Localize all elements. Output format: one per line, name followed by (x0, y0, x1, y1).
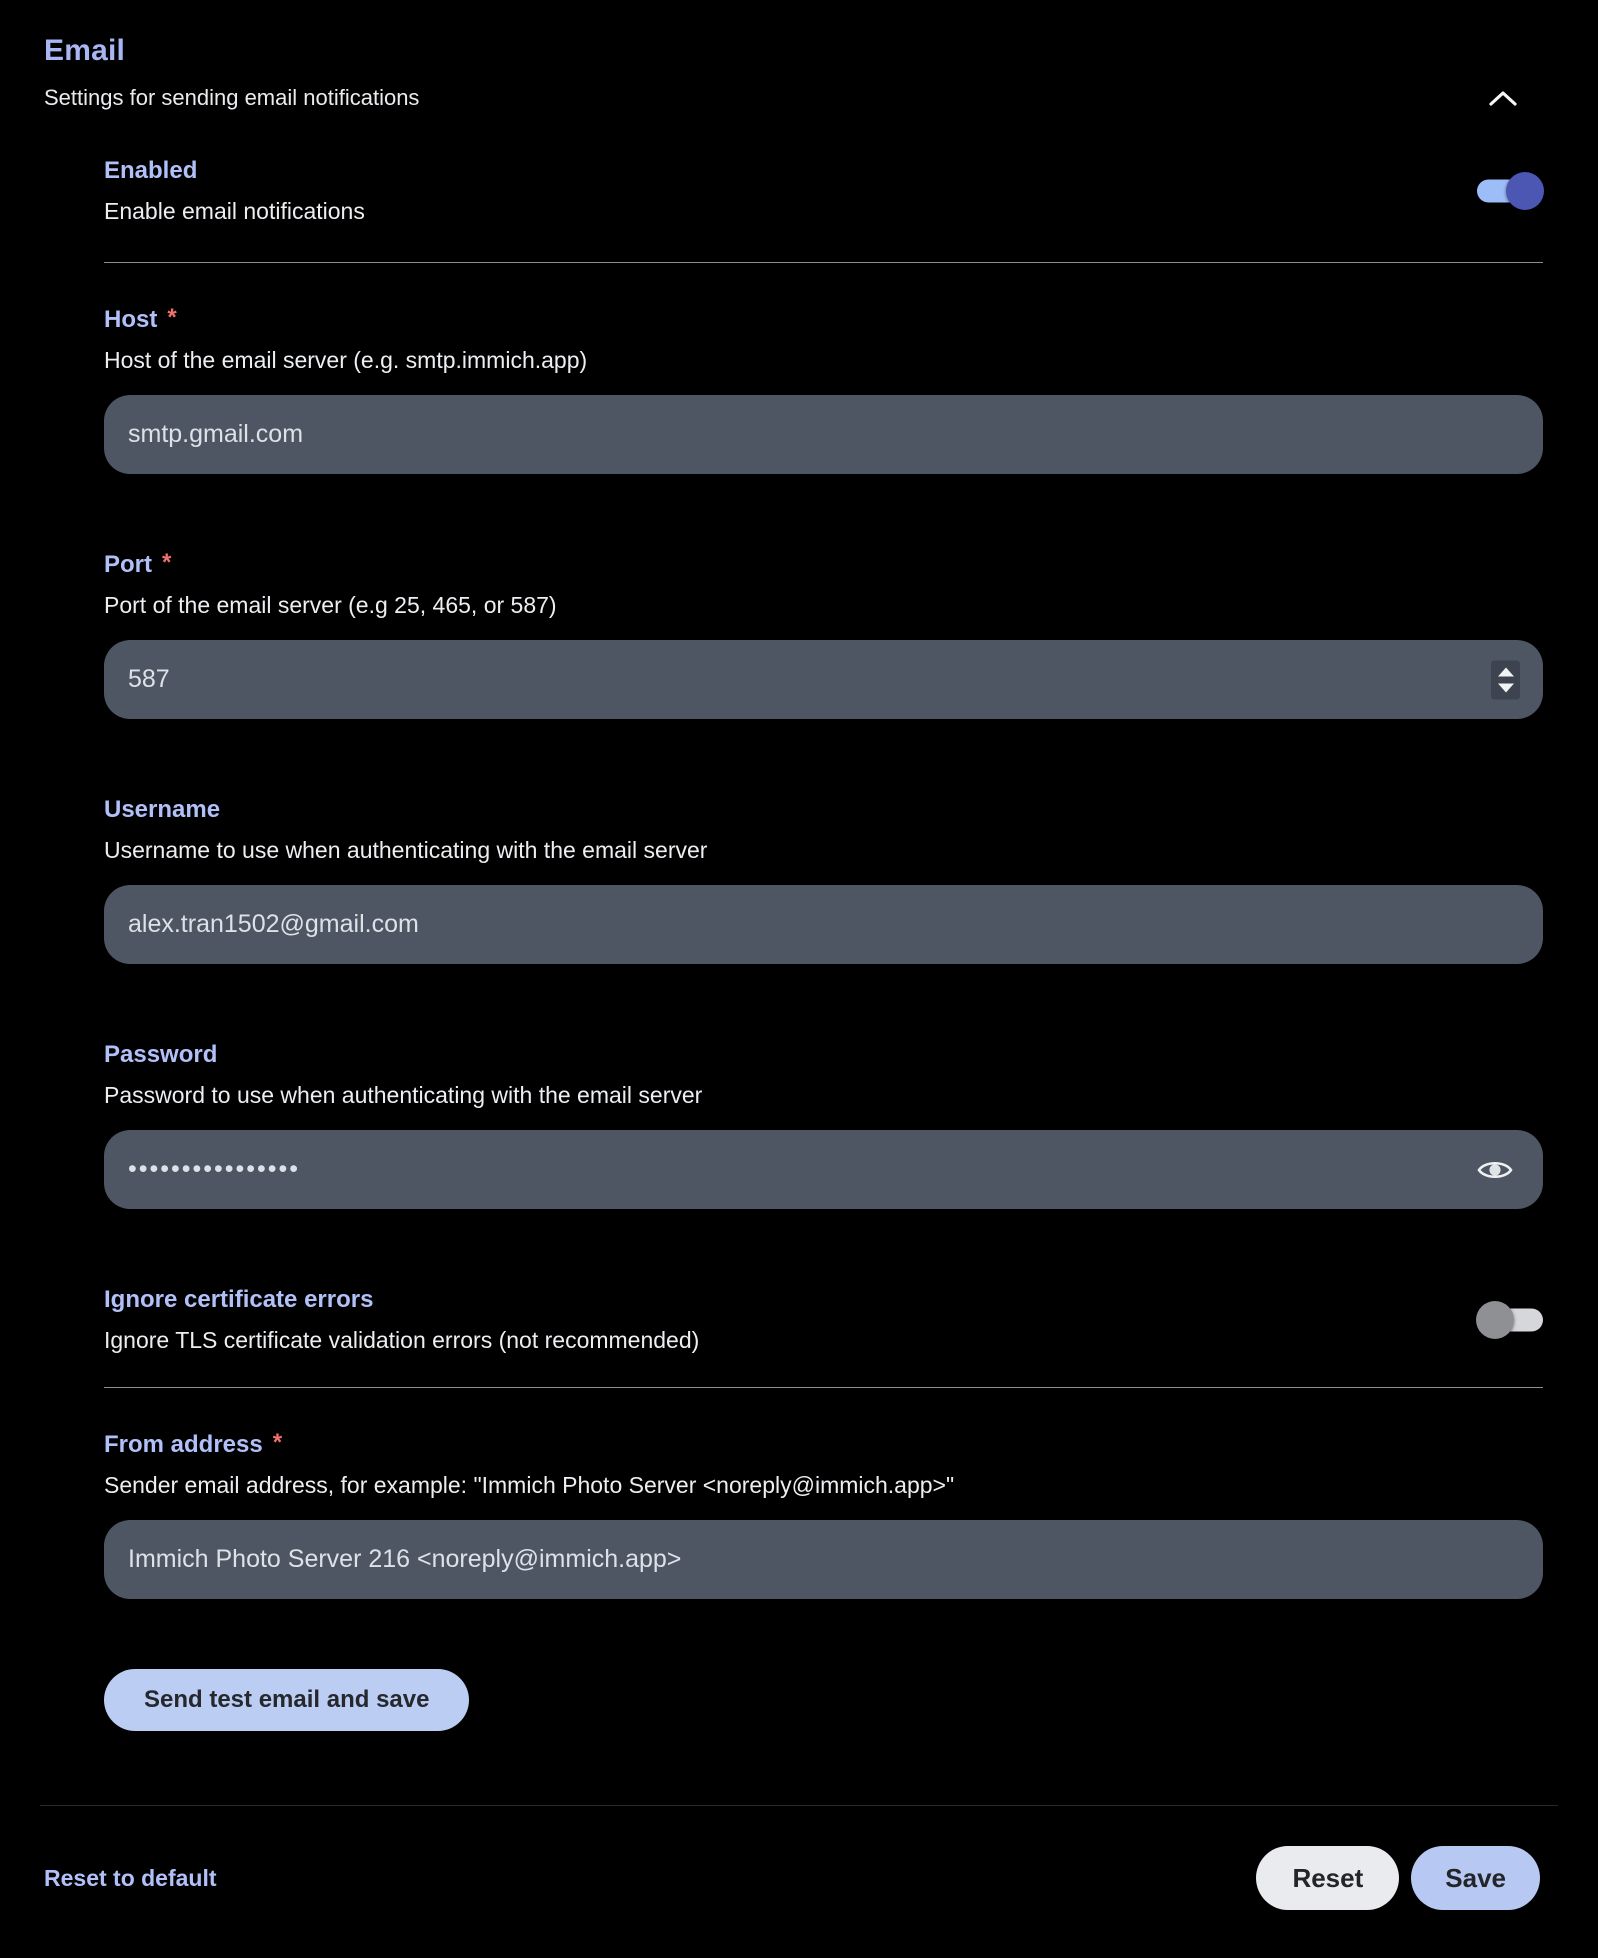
from-address-input-wrap (104, 1520, 1543, 1599)
host-label-row (104, 305, 1543, 335)
ignore-cert-setting-row (104, 1285, 1543, 1355)
email-settings-panel (0, 34, 1598, 1910)
host-input-wrap (104, 395, 1543, 474)
host-label: Host (104, 306, 158, 333)
host-field-section (104, 305, 1543, 474)
chevron-up-icon (1488, 89, 1518, 109)
from-address-input[interactable] (104, 1520, 1543, 1599)
port-input-wrap (104, 640, 1543, 719)
host-input[interactable] (104, 395, 1543, 474)
port-input[interactable] (104, 640, 1543, 719)
enabled-label: Enabled (104, 157, 198, 184)
enabled-toggle[interactable] (1477, 172, 1543, 210)
from-address-label: From address (104, 1431, 263, 1458)
spinner-up-arrow-icon[interactable] (1498, 667, 1514, 676)
up-down-spinner-icon[interactable] (1491, 660, 1520, 699)
password-input-wrap (104, 1130, 1543, 1209)
reset-button[interactable]: Reset (1256, 1846, 1399, 1910)
reset-to-default-link[interactable]: Reset to default (44, 1864, 217, 1891)
port-label: Port (104, 551, 152, 578)
footer-buttons (1256, 1846, 1540, 1910)
port-label-row (104, 550, 1543, 580)
ignore-cert-description: Ignore TLS certificate validation errors (not recommended) (104, 1327, 700, 1353)
password-label: Password (104, 1041, 218, 1068)
enabled-label-row (104, 156, 1477, 186)
username-description: Username to use when authenticating with the email server (104, 837, 708, 863)
collapse-section-button[interactable] (1486, 86, 1520, 112)
fields-column (104, 156, 1543, 1731)
enabled-texts (104, 156, 1477, 226)
password-input[interactable] (104, 1130, 1543, 1209)
footer-divider (40, 1805, 1558, 1806)
toggle-password-visibility-button[interactable] (1475, 1155, 1515, 1185)
username-input-wrap (104, 885, 1543, 964)
enabled-toggle-knob (1506, 172, 1544, 210)
enabled-description: Enable email notifications (104, 198, 365, 224)
password-description: Password to use when authenticating with the email server (104, 1082, 703, 1108)
save-button[interactable]: Save (1411, 1846, 1540, 1910)
port-field-section (104, 550, 1543, 719)
host-required-asterisk: * (167, 304, 177, 331)
username-input[interactable] (104, 885, 1543, 964)
port-description: Port of the email server (e.g 25, 465, or 587) (104, 592, 557, 618)
page-title: Email (44, 34, 126, 67)
send-test-email-button[interactable]: Send test email and save (104, 1669, 469, 1731)
username-label: Username (104, 796, 221, 823)
port-required-asterisk: * (162, 549, 172, 576)
ignore-cert-label: Ignore certificate errors (104, 1286, 374, 1313)
password-label-row (104, 1040, 1543, 1070)
footer-actions-row (44, 1846, 1540, 1910)
username-field-section (104, 795, 1543, 964)
host-description: Host of the email server (e.g. smtp.immich.app) (104, 347, 588, 373)
divider-after-ignore-cert (104, 1387, 1543, 1388)
enabled-setting-row (104, 156, 1543, 226)
ignore-cert-toggle-knob (1476, 1301, 1514, 1339)
ignore-cert-toggle[interactable] (1477, 1301, 1543, 1339)
from-address-field-section (104, 1430, 1543, 1599)
username-label-row (104, 795, 1543, 825)
ignore-cert-texts (104, 1285, 1477, 1355)
password-field-section (104, 1040, 1543, 1209)
spinner-down-arrow-icon[interactable] (1498, 683, 1514, 692)
ignore-cert-label-row (104, 1285, 1477, 1315)
from-address-description: Sender email address, for example: "Immich Photo Server <noreply@immich.app>" (104, 1472, 955, 1498)
eye-icon (1476, 1157, 1514, 1183)
page-subtitle: Settings for sending email notifications (44, 85, 420, 110)
from-address-required-asterisk: * (272, 1429, 283, 1456)
divider-after-enabled (104, 262, 1543, 263)
from-address-label-row (104, 1430, 1543, 1460)
